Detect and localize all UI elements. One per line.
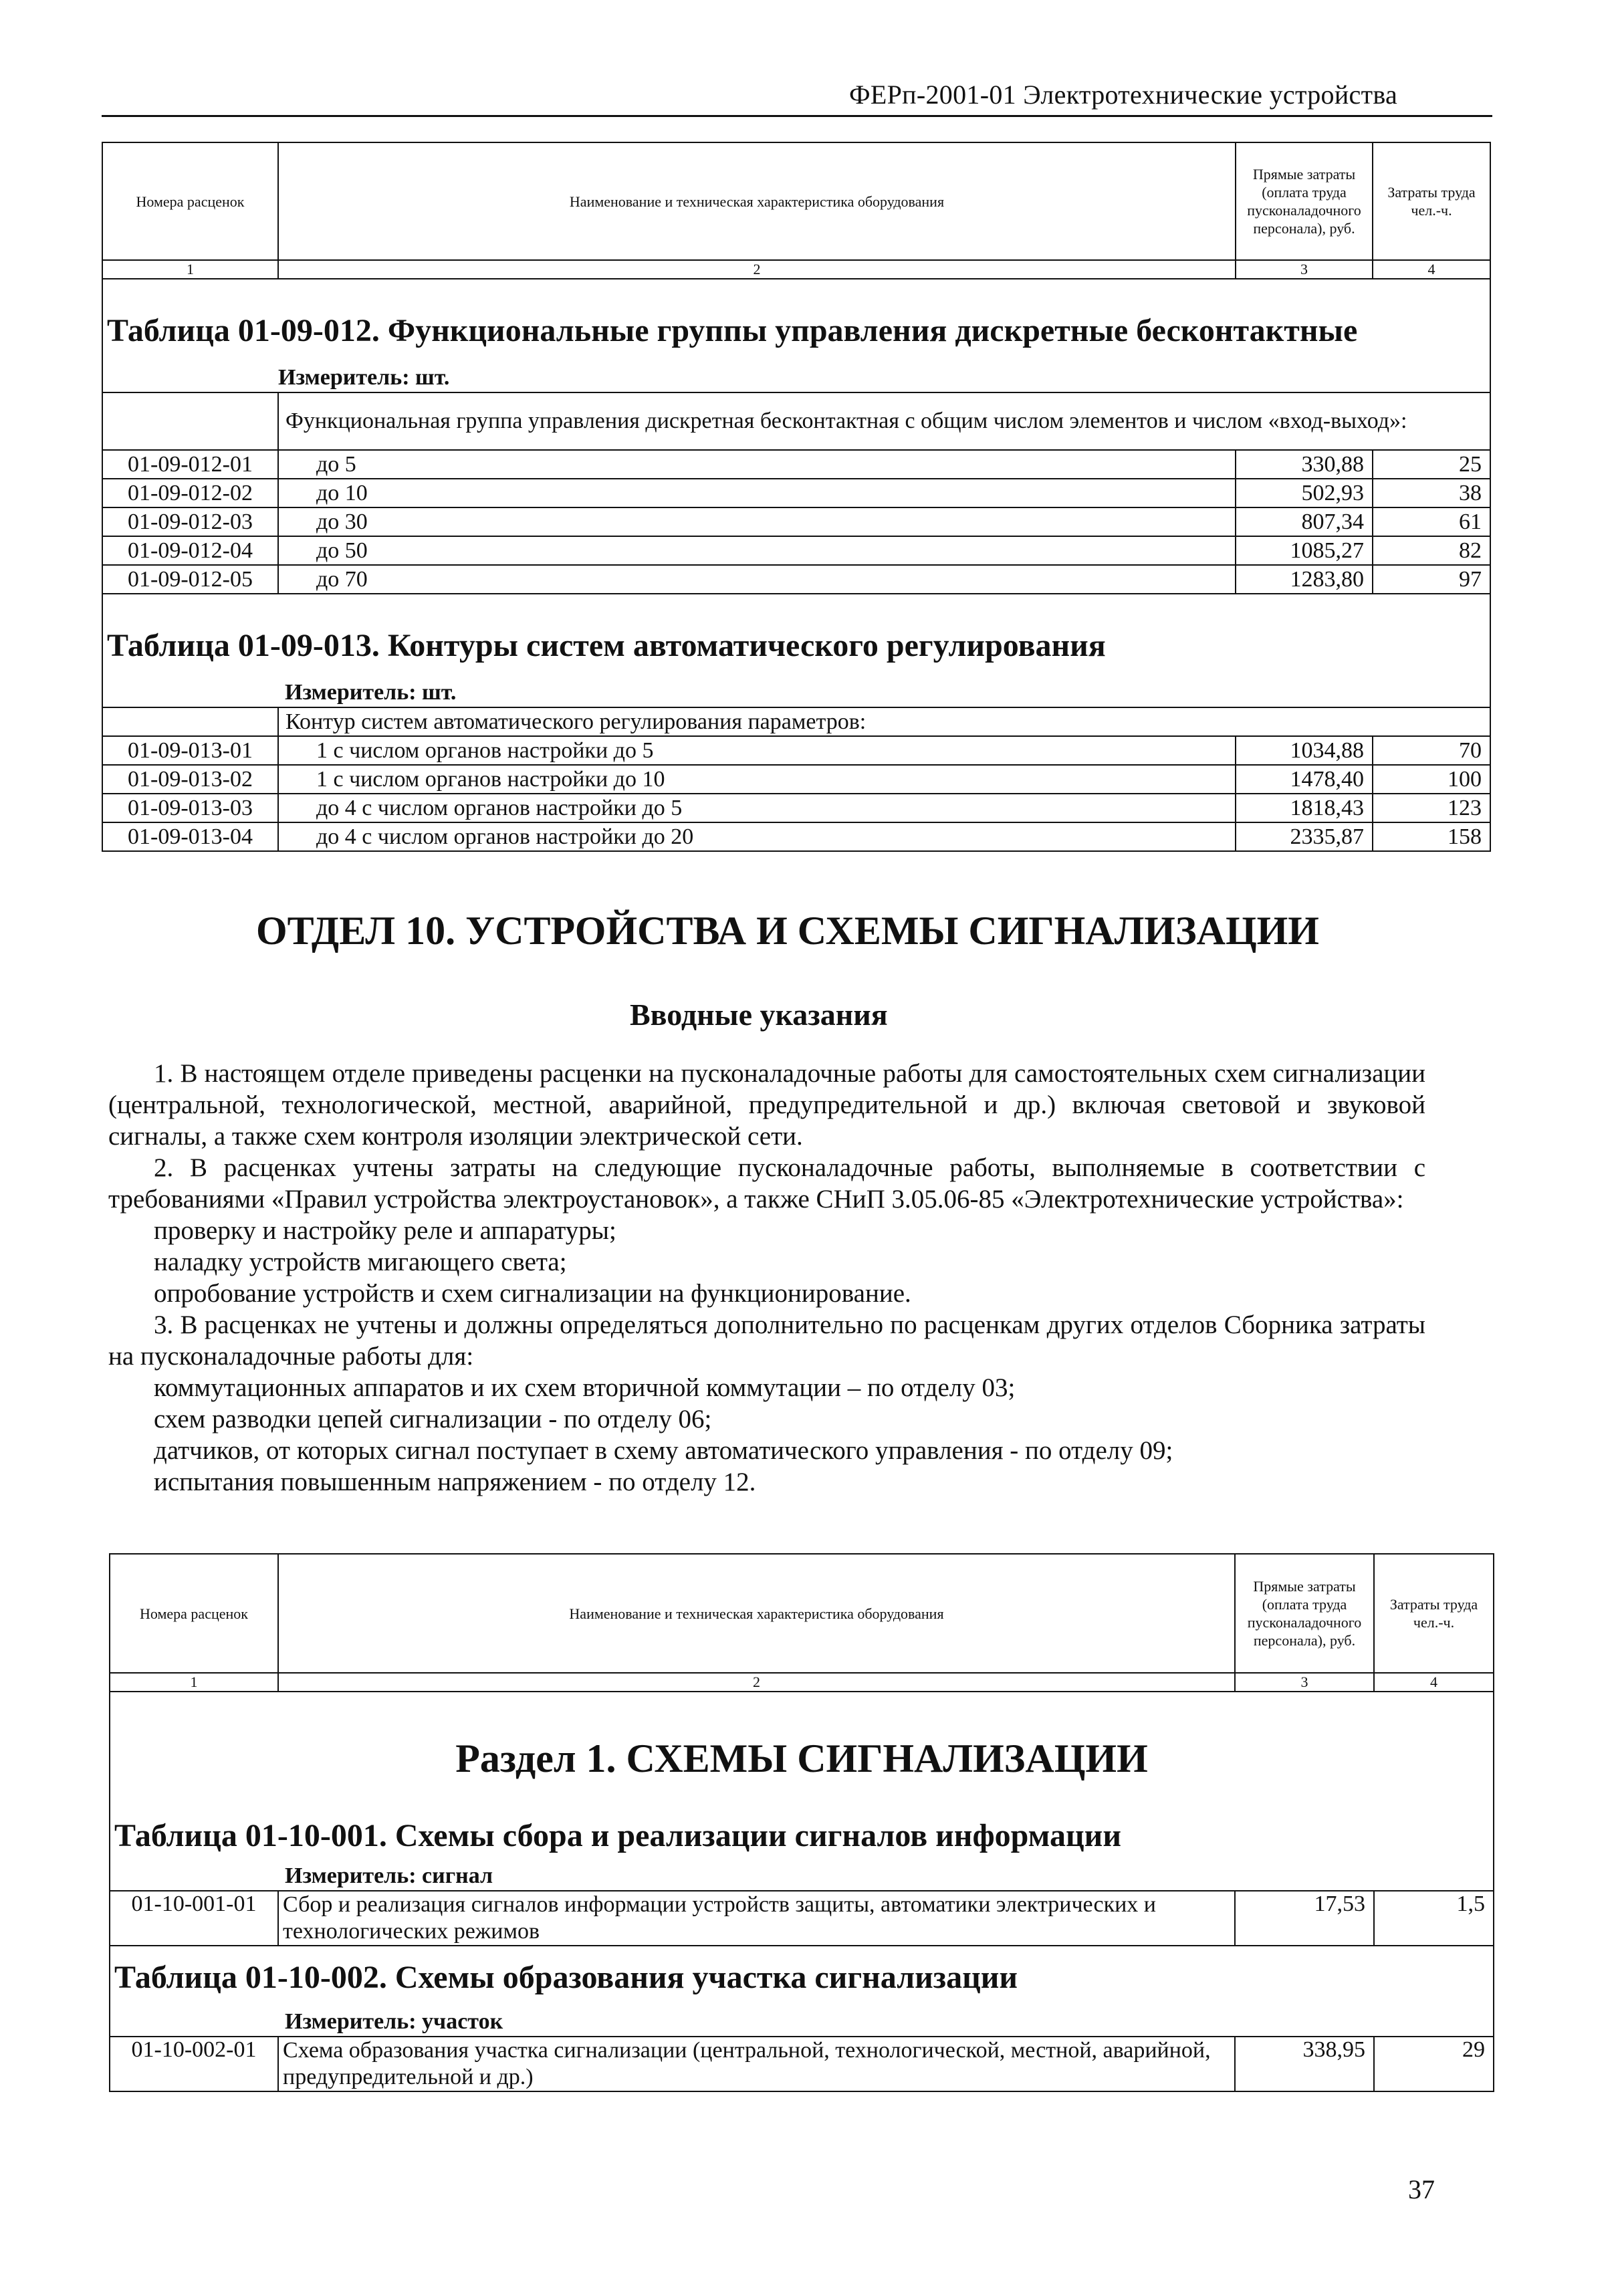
row-cost: 338,95 <box>1235 2037 1374 2091</box>
measure-label: Измеритель: шт. <box>278 679 1490 707</box>
table-title-row <box>102 279 1490 364</box>
list-item: коммутационных аппаратов и их схем вторичной коммутации – по отделу 03; <box>154 1373 1016 1402</box>
row-labor: 61 <box>1373 507 1490 536</box>
measure-row <box>102 679 1490 707</box>
page-number: 37 <box>1408 2174 1435 2204</box>
col-header-codes: Номера расценок <box>110 1554 278 1673</box>
col-header-cost: Прямые затраты (оплата труда пусконаладочного персонала), руб. <box>1236 142 1373 260</box>
measure-label: Измеритель: участок <box>278 2008 1494 2037</box>
column-number-row <box>102 260 1490 279</box>
row-code: 01-09-012-02 <box>102 479 278 507</box>
column-number-row <box>110 1673 1494 1692</box>
col-number: 3 <box>1235 1673 1374 1692</box>
row-labor: 25 <box>1373 450 1490 479</box>
measure-label: Измеритель: шт. <box>102 364 1314 392</box>
row-name: до 4 с числом органов настройки до 20 <box>278 822 1236 851</box>
row-cost: 807,34 <box>1236 507 1373 536</box>
col-number: 1 <box>102 260 278 279</box>
row-code: 01-09-013-01 <box>102 736 278 765</box>
list-item: датчиков, от которых сигнал поступает в схему автоматического управления - по отделу 09; <box>154 1436 1173 1465</box>
row-cost: 2335,87 <box>1236 822 1373 851</box>
upper-table <box>102 142 1491 852</box>
list-item: опробование устройств и схем сигнализации на функционирование. <box>154 1279 911 1308</box>
col-header-labor: Затраты труда чел.-ч. <box>1373 142 1490 260</box>
section-title: Раздел 1. СХЕМЫ СИГНАЛИЗАЦИИ <box>110 1692 1494 1809</box>
col-header-name: Наименование и техническая характеристика оборудования <box>278 142 1236 260</box>
row-name: 1 с числом органов настройки до 5 <box>278 736 1236 765</box>
table-row <box>102 565 1490 594</box>
col-number: 2 <box>278 1673 1235 1692</box>
row-cost: 1818,43 <box>1236 794 1373 822</box>
row-labor: 82 <box>1373 536 1490 565</box>
intro-paragraph: 3. В расценках не учтены и должны определяться дополнительно по расценкам других отделов Сборника затраты на пусконаладочные работы для: <box>108 1310 1425 1371</box>
group-description: Контур систем автоматического регулирования параметров: <box>278 707 1490 736</box>
table-title: Таблица 01-10-001. Схемы сбора и реализации сигналов информации <box>110 1809 1494 1862</box>
table-row <box>102 450 1490 479</box>
col-number: 2 <box>278 260 1236 279</box>
row-code: 01-10-002-01 <box>110 2037 278 2091</box>
row-cost: 1283,80 <box>1236 565 1373 594</box>
table-title-row <box>110 1809 1494 1862</box>
row-name: до 70 <box>278 565 1236 594</box>
list-item: испытания повышенным напряжением - по отделу 12. <box>154 1468 756 1496</box>
measure-row <box>110 2008 1494 2037</box>
table-title-row <box>110 1946 1494 2008</box>
row-cost: 1085,27 <box>1236 536 1373 565</box>
col-number: 4 <box>1373 260 1490 279</box>
group-row <box>102 707 1490 736</box>
table-title-row <box>102 594 1490 679</box>
row-code: 01-09-013-03 <box>102 794 278 822</box>
row-labor: 1,5 <box>1374 1891 1494 1946</box>
row-name: 1 с числом органов настройки до 10 <box>278 765 1236 794</box>
row-cost: 330,88 <box>1236 450 1373 479</box>
row-labor: 97 <box>1373 565 1490 594</box>
row-labor: 38 <box>1373 479 1490 507</box>
header-rule <box>102 115 1492 117</box>
table-row <box>102 507 1490 536</box>
row-name: до 4 с числом органов настройки до 5 <box>278 794 1236 822</box>
running-header: ФЕРп-2001-01 Электротехнические устройства <box>849 80 1398 110</box>
section-title-row <box>110 1692 1494 1809</box>
column-header-row <box>102 142 1490 260</box>
row-cost: 1034,88 <box>1236 736 1373 765</box>
group-row <box>102 392 1490 450</box>
row-code: 01-09-013-02 <box>102 765 278 794</box>
intro-body <box>108 1058 1425 1498</box>
col-number: 3 <box>1236 260 1373 279</box>
table-row <box>102 479 1490 507</box>
col-header-cost: Прямые затраты (оплата труда пусконаладочного персонала), руб. <box>1235 1554 1374 1673</box>
col-number: 4 <box>1374 1673 1494 1692</box>
table-row <box>102 536 1490 565</box>
row-code: 01-09-012-03 <box>102 507 278 536</box>
row-labor: 158 <box>1373 822 1490 851</box>
row-name: Сбор и реализация сигналов информации устройств защиты, автоматики электрических и технологических режимов <box>278 1891 1235 1946</box>
row-name: до 5 <box>278 450 1236 479</box>
row-labor: 70 <box>1373 736 1490 765</box>
row-name: до 10 <box>278 479 1236 507</box>
table-title: Таблица 01-09-012. Функциональные группы управления дискретные бесконтактные <box>102 279 1490 364</box>
list-item: наладку устройств мигающего света; <box>154 1248 567 1276</box>
row-code: 01-09-012-01 <box>102 450 278 479</box>
intro-paragraph: 1. В настоящем отделе приведены расценки на пусконаладочные работы для самостоятельных схем сигнализации (центральной, технологической, местной, аварийной, предупредительной и др.) включая световой и звуковой сигналы, а также схем контроля изоляции электрической сети. <box>108 1059 1425 1151</box>
col-number: 1 <box>110 1673 278 1692</box>
row-name: Схема образования участка сигнализации (центральной, технологической, местной, аварийной, предупредительной и др.) <box>278 2037 1235 2091</box>
list-item: схем разводки цепей сигнализации - по отделу 06; <box>154 1405 712 1433</box>
lower-table <box>109 1553 1494 2092</box>
table-title: Таблица 01-10-002. Схемы образования участка сигнализации <box>110 1946 1494 2008</box>
table-title: Таблица 01-09-013. Контуры систем автоматического регулирования <box>102 594 1490 679</box>
row-code: 01-09-013-04 <box>102 822 278 851</box>
measure-row <box>102 364 1490 392</box>
row-labor: 100 <box>1373 765 1490 794</box>
measure-label: Измеритель: сигнал <box>278 1862 1494 1891</box>
col-header-codes: Номера расценок <box>102 142 278 260</box>
column-header-row <box>110 1554 1494 1673</box>
row-cost: 17,53 <box>1235 1891 1374 1946</box>
table-row <box>102 736 1490 765</box>
part-title: ОТДЕЛ 10. УСТРОЙСТВА И СХЕМЫ СИГНАЛИЗАЦИИ <box>256 909 1319 953</box>
row-name: до 50 <box>278 536 1236 565</box>
row-labor: 29 <box>1374 2037 1494 2091</box>
row-cost: 502,93 <box>1236 479 1373 507</box>
row-cost: 1478,40 <box>1236 765 1373 794</box>
col-header-labor: Затраты труда чел.-ч. <box>1374 1554 1494 1673</box>
table-row <box>110 1891 1494 1946</box>
intro-paragraph: 2. В расценках учтены затраты на следующие пусконаладочные работы, выполняемые в соответствии с требованиями «Правил устройства электроустановок», а также СНиП 3.05.06-85 «Электротехнические устройства»: <box>108 1153 1425 1214</box>
table-row <box>102 822 1490 851</box>
table-row <box>110 2037 1494 2091</box>
table-row <box>102 765 1490 794</box>
table-row <box>102 794 1490 822</box>
measure-row <box>110 1862 1494 1891</box>
group-description: Функциональная группа управления дискретная бесконтактная с общим числом элементов и числом «вход-выход»: <box>278 392 1490 450</box>
row-code: 01-10-001-01 <box>110 1891 278 1946</box>
intro-title: Вводные указания <box>630 998 888 1032</box>
col-header-name: Наименование и техническая характеристика оборудования <box>278 1554 1235 1673</box>
row-code: 01-09-012-05 <box>102 565 278 594</box>
row-code: 01-09-012-04 <box>102 536 278 565</box>
list-item: проверку и настройку реле и аппаратуры; <box>154 1216 616 1245</box>
row-name: до 30 <box>278 507 1236 536</box>
row-labor: 123 <box>1373 794 1490 822</box>
